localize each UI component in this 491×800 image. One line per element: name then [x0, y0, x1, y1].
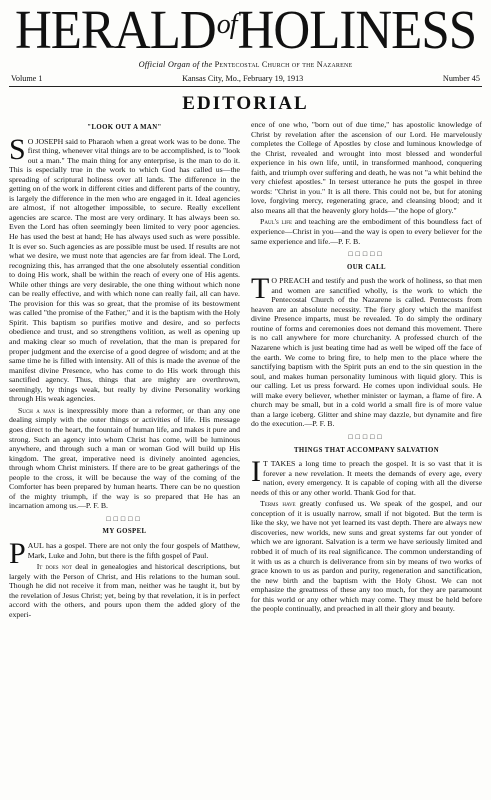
- lead-words: O PREACH: [271, 276, 310, 286]
- drop-cap: P: [9, 536, 26, 570]
- heading-things-that-accompany-salvation: THINGS THAT ACCOMPANY SALVATION: [293, 446, 440, 454]
- paragraph-text: deal in genealogies and historical descriptions, but largely with the Person of Christ, and His relations to the human soul. Though he did not receive it from man, neither was he taught it, but by the revelation of Jesus Christ; yet, being by that revelation, it is in perfect accord with the others, and pours upon them the added glory of the experi-: [9, 562, 240, 619]
- masthead-subtitle: [9, 60, 482, 69]
- issue-number: Number 45: [442, 74, 480, 83]
- heading-look-out-a-man: "LOOK OUT A MAN": [87, 124, 162, 131]
- lead-words: Such a man: [18, 405, 55, 415]
- article-columns: [9, 120, 482, 621]
- masthead-herald: HERALD: [14, 0, 216, 62]
- issue-bar: [9, 74, 482, 87]
- paragraph-text: a long time to preach the gospel. It is so vast that it is forever a new revelation. It meets the demands of every age, every nation, every emergency. It is capable of coping with all the diverse needs of this or any other world. Thank God for that.: [251, 459, 482, 497]
- paragraph: [251, 217, 482, 246]
- paragraph: [251, 272, 482, 429]
- paragraph-text: is inexpressibly more than a reformer, or than any one dealing simply with the outer things or activities of life. His message goes direct to the heart, the fountain of human life, and makes it pure and strong. Such an agency into whom Christ has come, will be luminous anywhere, and through such a man or woman God will build up His kingdom. The great, imperative need is divinely anointed agencies, through whom Christ ministers. If there are to be great gatherings of the people to the cross, it will be because the way of the coming of the Comforter has been prepared by human hearts. There can be no question of the mighty triumph, if the way is so prepared that He has an incarnation among us.—P. F. B.: [9, 405, 241, 511]
- organ-name: Pentecostal Church of the Nazarene: [214, 60, 353, 69]
- lead-words: T TAKES: [263, 459, 296, 469]
- lead-words: O JOSEPH: [27, 136, 64, 146]
- organ-prefix: Official Organ of the: [138, 60, 213, 69]
- section-divider: □□□□□: [348, 250, 385, 259]
- section-divider: □□□□□: [106, 514, 143, 523]
- paragraph: [251, 499, 482, 614]
- paragraph-text: has a gospel. There are not only the four gospels of Matthew, Mark, Luke and John, but there is the fifth gospel of Paul.: [27, 540, 240, 560]
- lead-words: Paul's life: [260, 217, 293, 227]
- drop-cap: S: [9, 132, 26, 166]
- paragraph: [9, 132, 240, 404]
- paragraph-text: said to Pharaoh when a great work was to be done. The first thing, whenever vital things are to be accomplished, is to "look out a man." The main thing for any enterprise, is the man to do it. This is especially true in the work to which God has called us—the spreading of scriptural holiness over all lands. The difference in the getting on of the work in different cities and different parts of the country, is largely the difference in the men who are engaged in it. Ideal agencies are almost, if not altogether impossible, to secure. Really excellent agencies are scarce. The most are very ordinary. It has always been so. Even the Lord has often seemingly been limited to very poor agencies. He has used the best at hand; He has always used such as were possible. It is ever so. Such agencies as are possible must be used. If results are not what we desire, we must note that agencies are far from ideal. The Lord, recognizing this, has arranged that the one absolutely essential condition to doing His work, shall be within the reach of every one of His agents. While other things are very desirable, the one thing without which none can be really effective, and with which none can really fail, all can have. The provision for this was so great, that the promise of its bestowment was called "the promise of the Father," and it is the baptism with the Holy Spirit. This baptism so purifies motive and desire, and so perfects obedience and trust, and so strengthens volition, as well as opening up and making clear so much of revelation, that the man is prepared for proper judgment and the exercise of a good degree of wisdom; and at the same time he is filled with intensity. All of this is made the avenue of the manifest divine Presence, who has come to do His work through this sanctified agency. Thus, things that are mighty are overthrown, seemingly, by things weak, but really by divine Personality working through His weak agencies.: [9, 136, 240, 404]
- section-divider: □□□□□: [348, 432, 385, 441]
- lead-words: It does not: [36, 562, 73, 572]
- lead-words: Terms have: [260, 499, 296, 509]
- masthead-holiness: HOLINESS: [237, 0, 477, 62]
- left-column: [9, 120, 240, 621]
- section-title: EDITORIAL: [182, 93, 309, 114]
- paragraph-text: and teaching are the embodiment of this boundless fact of experience—Christ in you—and the way is open to every believer for the same experience and life.—P. F. B.: [251, 217, 482, 246]
- right-column: [251, 120, 482, 621]
- drop-cap: I: [251, 455, 261, 489]
- paragraph: [251, 120, 482, 215]
- paragraph: [251, 455, 482, 497]
- volume-label: Volume 1: [11, 74, 43, 83]
- masthead-of: of: [216, 9, 237, 40]
- place-date: Kansas City, Mo., February 19, 1913: [182, 74, 304, 83]
- heading-my-gospel: MY GOSPEL: [102, 528, 147, 536]
- lead-words: AUL: [27, 540, 44, 550]
- drop-cap: T: [251, 272, 270, 306]
- paragraph-text: and testify and push the work of holiness, so that men and women are sanctified wholly, is the work to which the Pentecostal Church of the Nazarene is called. Pentecosts from heaven are an absolute necessity. The fiery glory which the manifest divine Presence imparts, must be revealed. To do simply the ordinary routine of forms and ceremonies does not demand this movement. There is no call anywhere for more churchanity. A professed church of the Nazarene which is just beating time had as well be wiped off the face of the earth. We come to bring fire, to help men to the place where the sanctifying baptism with the Spirit puts an end to the sin question in the soul, and makes human personality luminous with liquid glory. This is our calling. Let us press forward. He comes upon individual souls. He will make every believer, whether minister or layman, a flame of fire. A church may be small, but in a cold world a small fire is of more value than a large iceberg. Glitter and shine may dazzle, but dynamite and fire do the execution.—P. F. B.: [251, 276, 482, 429]
- paragraph-text: ence of one who, "born out of due time," has apostolic knowledge of Christ by revelation after the ascension of our Lord. He marvelously completes the College of Apostles by close and luminous knowledge of the Christ, revealed and wrought into most blessed and wonderful experience in his own life, until, in transformed manhood, conquering faith, and triumph over suffering and death, he was not "a whit behind the very chiefest apostles." In tersest utterance he puts the gospel in three words: "Christ in you." It is all there. This could not be, but for atoning love, forgiving mercy, regenerating grace, and cleansing blood; and it also means all that the heavenly glory holds—"the hope of glory.": [251, 120, 482, 215]
- masthead: [9, 0, 482, 62]
- paragraph-text: greatly confused us. We speak of the gospel, and our conception of it is usually narrow, small if not bigoted. But the term is like the sky, we have not yet learned its vast depth. There are always new discoveries, new worlds, new suns and great systems far out yonder of which we are ignorant. Salvation is a term we have seriously limited and robbed it of much of its real significance. The common understanding of it with us as a church is deliverance from sin by means of two works of grace known to us as pardon and purity, regeneration and sanctification, the new birth and the baptism with the Holy Ghost. We can not emphasize the greatness of these any too much, for they are paramount for this world or any other which may come. They must be held before the people continually, and preached in all their glory and beauty.: [251, 499, 483, 614]
- paragraph: [9, 562, 240, 619]
- paragraph: [9, 406, 240, 511]
- heading-our-call: OUR CALL: [347, 263, 386, 271]
